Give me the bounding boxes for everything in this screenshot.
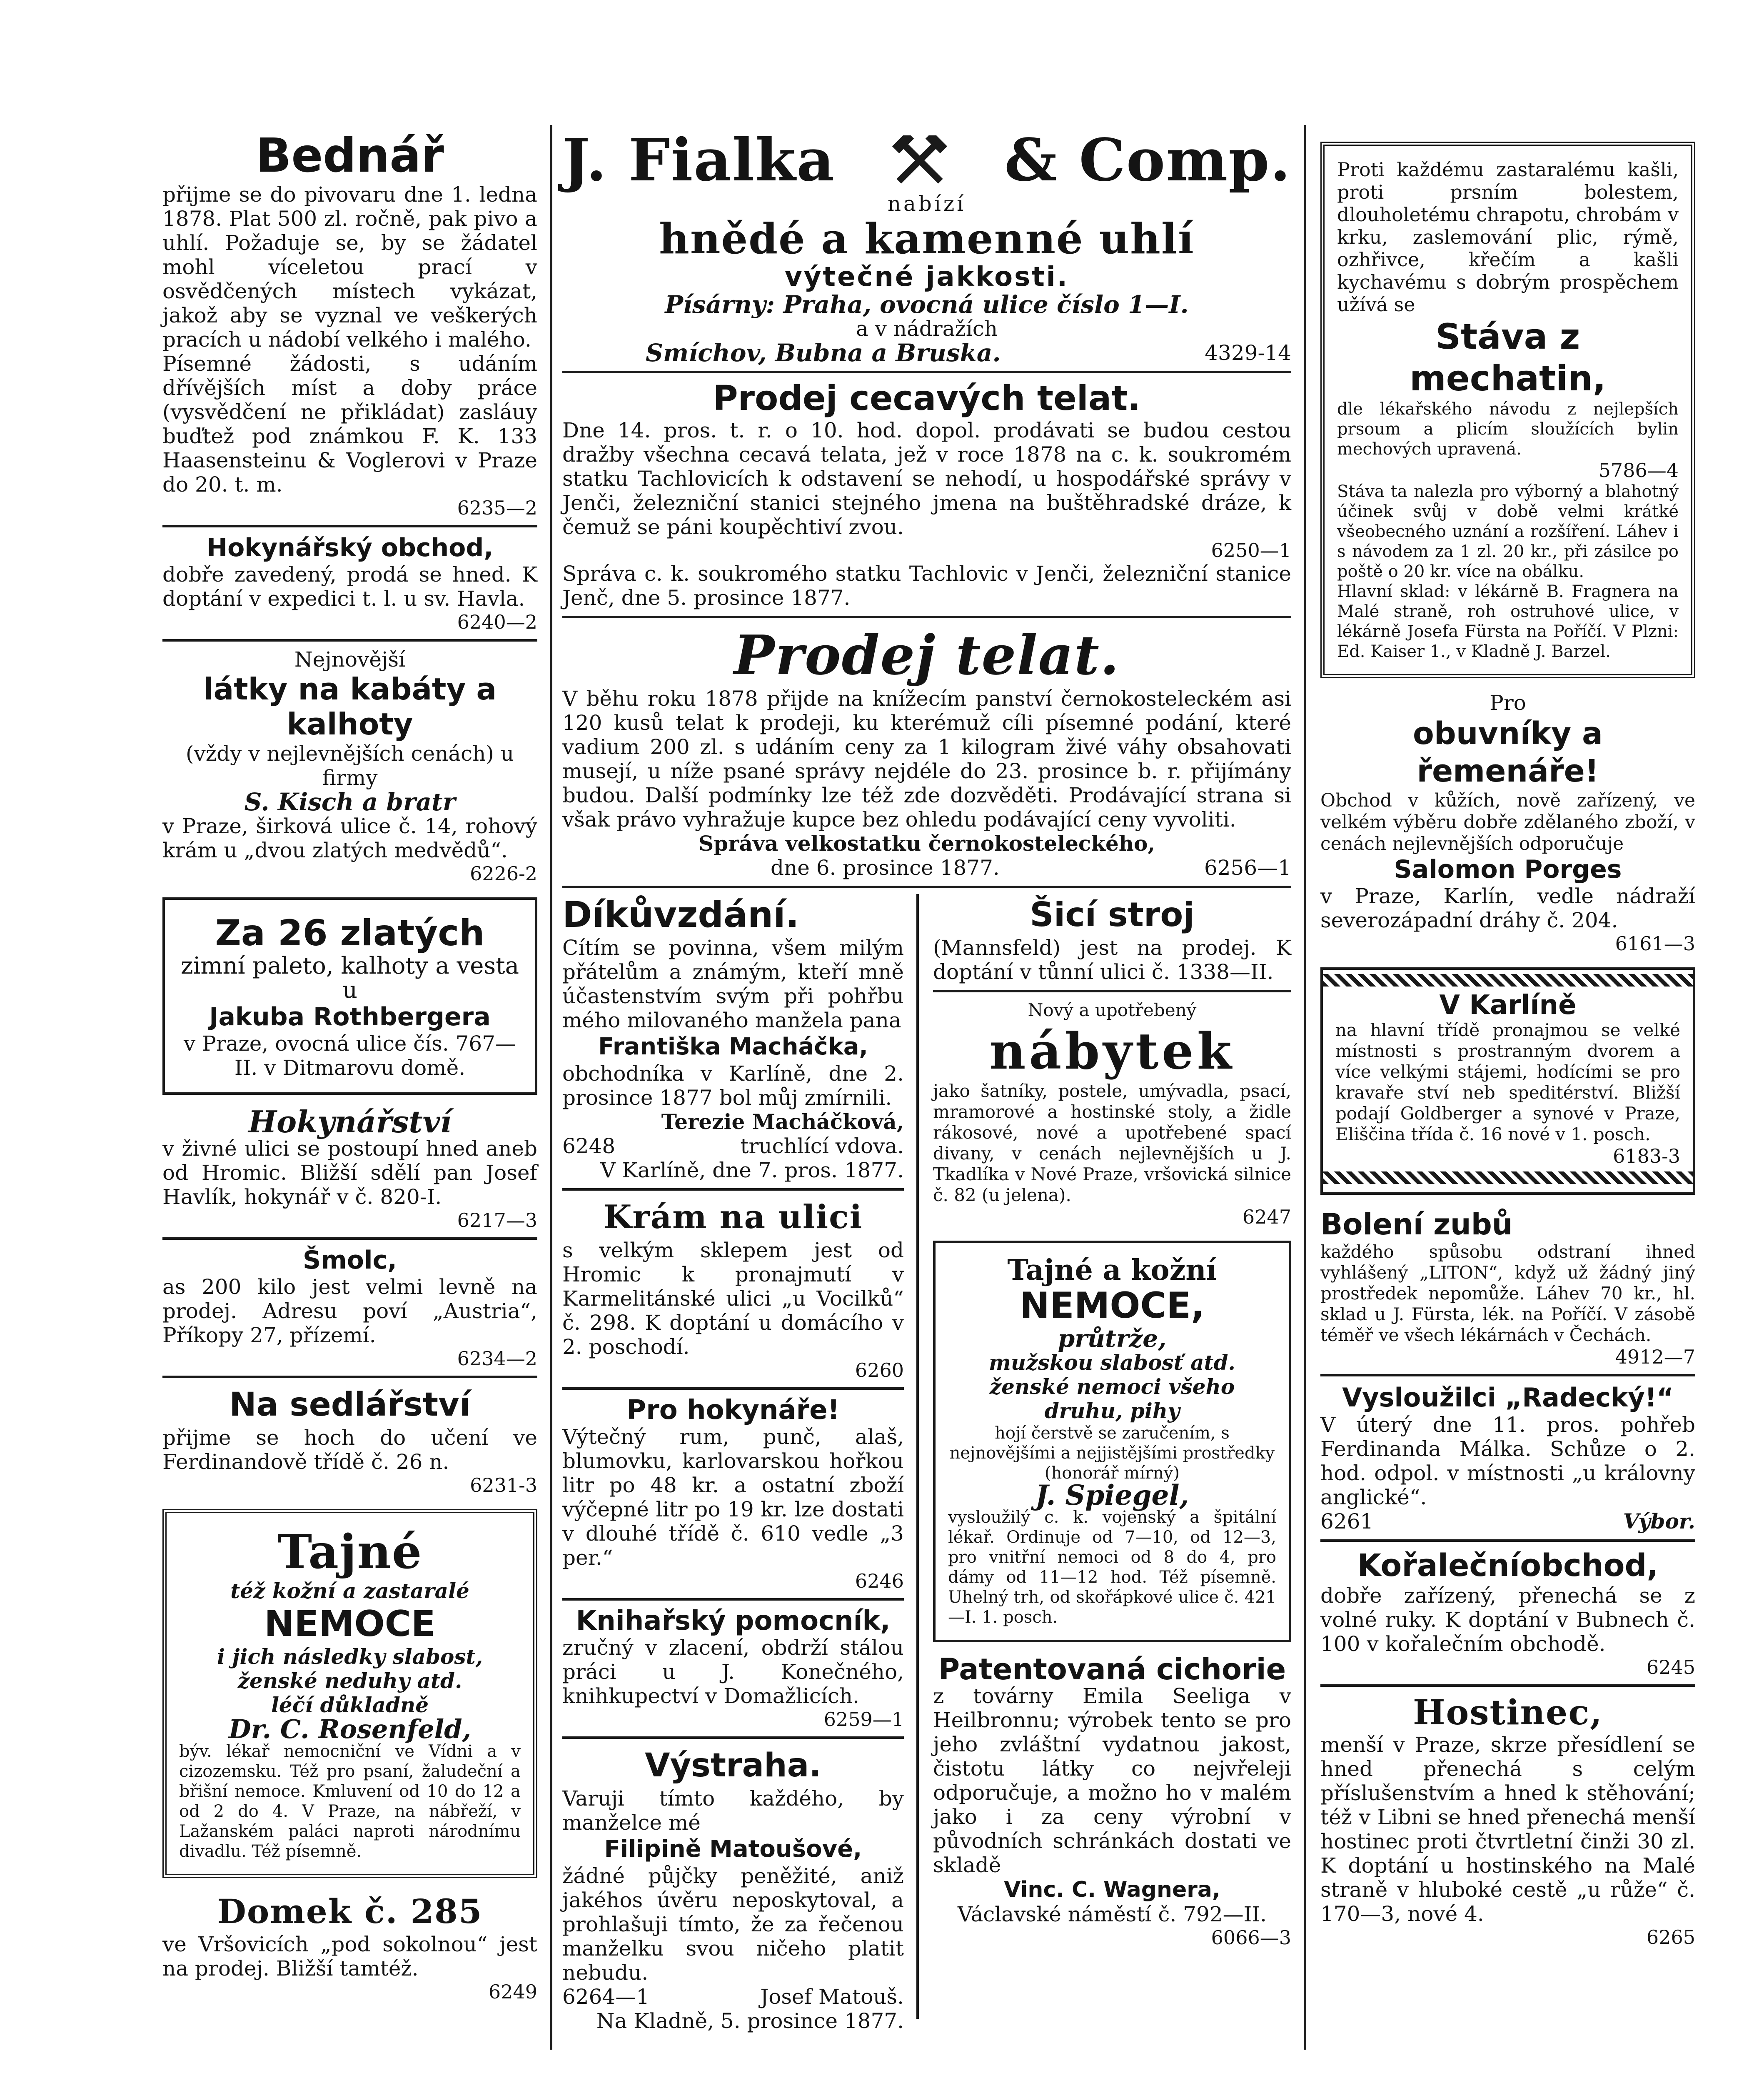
newspaper-page	[158, 112, 1699, 2083]
ad-title: Tajné a kožní	[1007, 1254, 1217, 1287]
ad-title: Hokynářství	[248, 1104, 452, 1139]
ad-line: hojí čerstvě se zaručením, s nejnovějšími a nejjistějšími prostředky (honorář mírný)	[949, 1424, 1275, 1483]
ad-sign: Terezie Macháčková,	[661, 1109, 904, 1134]
ad-text: Stáva ta nalezla pro výborný a blahotný účinek svůj v době velmi krátké všeobecného uznání a rozšíření. Láhev i s návodem za 1 zl. 20 kr., při zásilce po poště o 20 kr. více na obálku.	[1337, 482, 1679, 581]
divider	[562, 371, 1291, 373]
ad-title: Stáva z mechatin,	[1410, 316, 1606, 399]
ad-line: ženské nemoci všeho druhu, pihy	[989, 1374, 1235, 1423]
ad-stava	[1320, 142, 1695, 678]
ad-text: Obchod v kůžích, nově zařízený, ve velkém výběru dobře zdělaného zboží, v cenách nejlevnějších odporučuje	[1320, 790, 1695, 854]
ad-text: zručný v zlacení, obdrží stálou práci u J. Konečného, knihkupectví v Domažlicích.	[562, 1636, 904, 1708]
ad-obuvniky	[1320, 691, 1695, 955]
ad-vyslouzilci	[1320, 1382, 1695, 1534]
ad-name: Vinc. C. Wagnera,	[1004, 1877, 1220, 1902]
ad-name: J. Spiegel,	[1035, 1479, 1189, 1511]
ad-text: v Praze, širková ulice č. 14, rohový krám u „dvou zlatých medvědů“.	[162, 814, 537, 862]
column-2	[562, 126, 1291, 2033]
ad-jakost: výtečné jakkosti.	[784, 262, 1069, 292]
divider	[1320, 1684, 1695, 1687]
sub-column-right	[933, 894, 1291, 1949]
ad-tajne-spiegel	[933, 1241, 1291, 1642]
ad-name: Dr. C. Rosenfeld,	[228, 1714, 472, 1744]
ad-number: 6245	[1646, 1656, 1695, 1678]
ad-footer	[562, 1134, 904, 1158]
ad-title: Bednář	[255, 129, 444, 183]
ad-number: 6246	[855, 1570, 904, 1592]
ad-cichorie	[933, 1652, 1291, 1949]
decorative-border	[1323, 974, 1693, 987]
ad-text: přijme se hoch do učení ve Ferdinandově třídě č. 26 n.	[162, 1426, 537, 1474]
ad-number: 6226-2	[470, 862, 537, 885]
ad-address: Václavské náměstí č. 792—II.	[957, 1902, 1267, 1926]
ad-pre: Nový a upotřebený	[1028, 1000, 1197, 1020]
divider	[933, 990, 1291, 992]
ad-title: Prodej telat.	[734, 623, 1120, 687]
ad-number: 6249	[488, 1981, 537, 2003]
ad-sign: Josef Matouš.	[760, 1985, 904, 2009]
ad-title: Knihařský pomocník,	[576, 1606, 891, 1636]
ad-text: s velkým sklepem jest od Hromic k pronajmutí v Karmelitánské ulici „u Vocilků“ č. 298. K doptání u domácího v 2. poschodí.	[562, 1238, 904, 1359]
ad-bednar	[162, 129, 537, 519]
ad-title: obuvníky a řemenáře!	[1413, 716, 1603, 789]
ad-number: 6256—1	[1204, 856, 1291, 880]
ad-number: 4912—7	[1615, 1346, 1695, 1368]
ad-text: žádné půjčky peněžité, aniž jakéhos úvěru neposkytoval, a prohlašuji tímto, že za řečenou manželku svou ničeho platit nebudu.	[562, 1864, 904, 1985]
ad-title: Hostinec,	[1413, 1693, 1603, 1733]
divider	[562, 1598, 904, 1601]
ad-title: Patentovaná cichorie	[938, 1652, 1286, 1686]
ad-name: Filipině Matoušové,	[604, 1836, 862, 1863]
ad-title: Hokynářský obchod,	[206, 533, 494, 562]
ad-name: Salomon Porges	[1394, 855, 1622, 884]
sub-column-left	[562, 894, 904, 2033]
ad-telat	[562, 624, 1291, 880]
divider	[162, 639, 537, 642]
ad-title: Šicí stroj	[1030, 895, 1195, 934]
ad-footer	[1320, 1509, 1695, 1534]
ad-title2: NEMOCE	[264, 1603, 436, 1645]
ad-sign: Správa velkostatku černokosteleckého,	[699, 831, 1155, 856]
divider	[162, 1376, 537, 1378]
ad-pre: Nejnovější	[294, 647, 406, 672]
ad-text: přijme se do pivovaru dne 1. ledna 1878. Plat 500 zl. ročně, pak pivo a uhlí. Požaduje se, by se žádatel mohl víceletou prací v osvědčených místech vykázat, jakož aby se vyznal ve veškerých pracích u nádobí velkého i malého.	[162, 182, 537, 352]
ad-date: dne 6. prosince 1877.	[771, 856, 1000, 880]
ad-text: jako šatníky, postele, umývadla, psací, mramorové a hostinské stoly, a židle rákosové, nové a upotřebené spací divany, v cenách nejlevnějších u J. Tkadlíka v Nové Praze, vršovická silnice č. 82 (u jelena).	[933, 1081, 1291, 1205]
ad-mista: Smíchov, Bubna a Bruska.	[646, 339, 1001, 367]
ad-title: V Karlíně	[1439, 990, 1577, 1021]
ad-text: menší v Praze, skrze přesídlení se hned přenechá s celým příslušenstvím a hned k stěhování; též v Libni se hned přenechá menší hostinec proti čtvrtletní činži 30 zl. K doptání u hostinského na Malé straně v hluboké cestě „u růže“ č. 170—3, nové 4.	[1320, 1733, 1695, 1926]
sub-columns	[562, 894, 1291, 2033]
ad-name: Jakuba Rothbergera	[209, 1002, 491, 1032]
ad-title: Výstraha.	[645, 1747, 821, 1784]
ad-name: Františka Macháčka,	[598, 1033, 868, 1060]
ad-hostinec	[1320, 1693, 1695, 1948]
ad-pre: Pro	[1490, 691, 1526, 715]
ad-title: Krám na ulici	[603, 1198, 863, 1236]
ad-title: Vysloužilci „Radecký!“	[1342, 1382, 1674, 1413]
ad-line: léčí důkladně	[271, 1693, 429, 1717]
ad-koraleci	[1320, 1548, 1695, 1678]
ad-text: na hlavní třídě pronajmou se velké místnosti s prostranným dvorem a více velkými stájemi, hodícími se pro kravaře ství neb speditérství. Bližší podají Goldberger a synové v Praze, Eliščina třída č. 16 nové v 1. posch.	[1335, 1020, 1680, 1144]
ad-footer	[562, 856, 1291, 880]
ad-text: (vždy v nejlevnějších cenách) u firmy	[186, 742, 514, 790]
ad-text: vysloužilý c. k. vojenský a špitální lékař. Ordinuje od 7—10, od 12—3, pro vnitřní nemoci od 8 do 4, pro dámy od 11—12 hod. Též písemně. Uhelný trh, od skořápkové ulice č. 421—I. 1. posch.	[948, 1508, 1276, 1627]
hammer-pick-icon	[891, 135, 949, 185]
ad-pisarny: Písárny: Praha, ovocná ulice číslo 1—I.	[665, 290, 1189, 319]
ad-karline	[1320, 967, 1695, 1195]
ad-number: 6248	[562, 1134, 616, 1158]
ad-text: v živné ulici se postoupí hned aneb od Hromic. Bližší sdělí pan Josef Havlík, hokynář v č. 820-I.	[162, 1136, 537, 1209]
ad-fialka	[562, 126, 1291, 367]
ad-text: býv. lékař nemocniční ve Vídni a v cizozemsku. Též pro psaní, žaludeční a břišní nemoce. Kmluvení od 10 do 12 a od 2 do 4. V Praze, na nábřeží, v Lažanském paláci naproti národnímu divadlu. Též písemně.	[179, 1742, 521, 1861]
divider	[562, 1387, 904, 1390]
ad-sign: Správa c. k. soukromého statku Tachlovic v Jenči, železniční stanice Jenč, dne 5. prosince 1877.	[562, 562, 1291, 610]
ad-text: z továrny Emila Seeliga v Heilbronnu; výrobek tento se pro jeho zvláštní vydatnou jakost, čistotu látky co nejvřeleji odporučuje, a možno ho v malém jako i za ceny výrobní v původních schránkách dostati ve skladě	[933, 1684, 1291, 1877]
ad-text: Písemné žádosti, s udáním dřívějších míst a doby práce (vysvědčení ne přikládat) zasláuy buďtež pod známkou F. K. 133 Haasensteinu & Voglerovi v Praze do 20. t. m.	[162, 352, 537, 497]
ad-title2: NEMOCE,	[1020, 1285, 1205, 1326]
ad-number: 6240—2	[457, 611, 537, 633]
ad-number: 6183-3	[1613, 1145, 1680, 1167]
ad-number: 6260	[855, 1359, 904, 1381]
divider	[1320, 1539, 1695, 1542]
ad-text: dle lékařského návodu z nejlepších prsoum a plicím sloužících bylin mechových upravená.	[1337, 400, 1679, 459]
ad-text: (Mannsfeld) jest na prodej. K doptání v tůnní ulici č. 1338—II.	[933, 936, 1291, 984]
ad-number: 6247	[1242, 1206, 1291, 1228]
ad-line: i jich následky slabost,	[217, 1644, 483, 1669]
ad-text: Výtečný rum, punč, alaš, blumovku, karlovarskou hořkou litr po 48 kr. a ostatní zboží výčepné litr po 19 kr. lze dostati v dlouhé třídě č. 610 vedle „3 per.“	[562, 1425, 904, 1570]
ad-boleni	[1320, 1207, 1695, 1368]
ad-date: Na Kladně, 5. prosince 1877.	[596, 2009, 904, 2033]
ad-title: nábytek	[989, 1022, 1235, 1081]
ad-text: ve Vršovicích „pod sokolnou“ jest na prodej. Bližší tamtéž.	[162, 1932, 537, 1981]
ad-title: Prodej cecavých telat.	[713, 379, 1141, 418]
ad-number: 4329-14	[1205, 341, 1291, 365]
ad-name: S. Kisch a bratr	[244, 788, 456, 816]
ad-sici	[933, 894, 1291, 984]
ad-number: 5786—4	[1598, 459, 1679, 482]
ad-sign: truchlící vdova.	[740, 1134, 904, 1158]
column-1	[162, 129, 537, 2003]
divider	[562, 1736, 904, 1739]
ad-title: & Comp.	[1004, 126, 1291, 195]
ad-date: V Karlíně, dne 7. pros. 1877.	[600, 1158, 904, 1182]
ad-nabizi: nabízí	[887, 192, 966, 216]
ad-text: zimní paleto, kalhoty a vesta u	[181, 952, 519, 1004]
ad-number: 6264—1	[562, 1985, 650, 2009]
ad-title: Bolení zubů	[1320, 1207, 1513, 1241]
column-rule	[550, 125, 552, 2050]
ad-sub: též kožní a zastaralé	[230, 1578, 469, 1603]
ad-text: Cítím se povinna, všem milým přátelům a známým, kteří mně účastenstvím svým při pohřbu mého milovaného manžela pana	[562, 936, 904, 1032]
ad-domek	[162, 1891, 537, 2003]
ad-footer	[562, 341, 1291, 365]
ad-title: Pro hokynáře!	[626, 1395, 840, 1426]
ad-hokynarstvi	[162, 1104, 537, 1231]
column-3	[1320, 129, 1695, 1948]
ad-title: Domek č. 285	[217, 1892, 483, 1931]
ad-kram	[562, 1196, 904, 1381]
divider	[162, 1237, 537, 1240]
ad-text: každého spůsobu odstraní ihned vyhlášený „LITON“, když už žádný jiný prostředek nepomůže. Láhev 70 kr., hl. sklad u J. Fürsta, lék. na Poříčí. V zásobě téměř ve všech lékárnách v Čechách.	[1320, 1241, 1695, 1345]
decorative-border	[1323, 1171, 1693, 1184]
ad-uhli: hnědé a kamenné uhlí	[659, 214, 1195, 263]
ad-nabytek	[933, 998, 1291, 1228]
column-rule	[1304, 125, 1306, 2050]
divider	[562, 886, 1291, 888]
ad-number: 6066—3	[1211, 1926, 1291, 1949]
ad-sedlarstvi	[162, 1384, 537, 1496]
ad-cecave	[562, 379, 1291, 610]
ad-text: V běhu roku 1878 přijde na knížecím panství černokosteleckém asi 120 kusů telat k prodeji, ku kterémuž cíli písemné podání, které vadium 200 zl. s udáním ceny za 1 kilogram živé váhy obsahovati musejí, u níže psané správy nejdéle do 23. prosince b. r. přijímány budou. Další podmínky lze též zde dozvěděti. Prodávající strana si však právo vyhražuje kupce bez ohledu podávající ceny vyvoliti.	[562, 687, 1291, 832]
divider	[1320, 1374, 1695, 1376]
ad-text: dobře zavedený, prodá se hned. K doptání v expedici t. l. u sv. Havla.	[162, 562, 537, 611]
ad-line: průtrže,	[1058, 1324, 1167, 1353]
ad-nadrazi: a v nádražích	[856, 317, 998, 341]
ad-number: 6231-3	[470, 1474, 537, 1496]
ad-knihar	[562, 1606, 904, 1731]
ad-title: Za 26 zlatých	[215, 912, 485, 954]
ad-dikuvzdani	[562, 894, 904, 1182]
divider	[562, 1188, 904, 1191]
ad-title: látky na kabáty a kalhoty	[203, 672, 497, 742]
ad-number: 6265	[1646, 1926, 1695, 1948]
ad-footer	[562, 1985, 904, 2009]
ad-text: as 200 kilo jest velmi levně na prodej. Adresu poví „Austria“, Příkopy 27, přízemí.	[162, 1275, 537, 1347]
ad-tajne-rosenfeld	[162, 1509, 537, 1878]
ad-za26	[162, 897, 537, 1095]
divider	[562, 616, 1291, 618]
ad-text: Varuji tímto každého, by manželce mé	[562, 1786, 904, 1835]
ad-number: 6259—1	[823, 1708, 904, 1731]
ad-header	[562, 126, 1291, 195]
ad-text: Dne 14. pros. t. r. o 10. hod. dopol. prodávati se budou cestou dražby všechna cecavá telata, jež v roce 1878 na c. k. soukromém statku Tachlovicích k odstavení se nehodí, u hospodářské správy v Jenči, železniční stanici stejného jmena na buštěhradské dráze, k čemuž se páni koupěchtiví zvou.	[562, 418, 1291, 539]
ad-hokynare	[562, 1396, 904, 1592]
divider	[162, 525, 537, 527]
ad-number: 6235—2	[457, 497, 537, 519]
ad-title: Díkůvzdání.	[562, 894, 799, 936]
ad-vystraha	[562, 1745, 904, 2033]
ad-text: obchodníka v Karlíně, dne 2. prosince 1877 bol můj zmírnili.	[562, 1061, 904, 1110]
ad-title: Tajné	[277, 1525, 423, 1579]
ad-hokynarsky	[162, 533, 537, 633]
ad-title: Na sedlářství	[229, 1386, 471, 1424]
ad-smolc	[162, 1246, 537, 1370]
ad-line: mužskou slabosť atd.	[989, 1350, 1235, 1375]
ad-text: dobře zařízený, přenechá se z volné ruky. K doptání v Bubnech č. 100 v kořalečním obchodě.	[1320, 1583, 1695, 1656]
ad-title: Kořalečníobchod,	[1357, 1548, 1659, 1583]
ad-text: v Praze, Karlín, vedle nádraží severozápadní dráhy č. 204.	[1320, 884, 1695, 932]
ad-text: Hlavní sklad: v lékárně B. Fragnera na Malé straně, roh ostruhové ulice, v lékárně Josefa Fürsta na Poříčí. V Plzni: Ed. Kaiser 1., v Kladně J. Barzel.	[1337, 582, 1679, 661]
ad-latky	[162, 647, 537, 885]
ad-title: J. Fialka	[562, 126, 836, 195]
ad-text: V úterý dne 11. pros. pohřeb Ferdinanda Málka. Schůze o 2. hod. odpol. v místnosti „u královny anglické“.	[1320, 1413, 1695, 1509]
ad-number: 6250—1	[1211, 539, 1291, 562]
ad-title: Šmolc,	[303, 1246, 397, 1275]
ad-number: 6161—3	[1615, 932, 1695, 955]
ad-line: ženské neduhy atd.	[237, 1668, 462, 1693]
column-rule	[916, 894, 919, 2019]
ad-sign: Výbor.	[1623, 1509, 1695, 1534]
ad-text: v Praze, ovocná ulice čís. 767—II. v Ditmarovu domě.	[183, 1032, 516, 1080]
ad-number: 6261	[1320, 1509, 1374, 1534]
ad-text: Proti každému zastaralému kašli, proti prsním bolestem, dlouholetému chrapotu, chrobám v krku, zaslemování plic, rýmě, ozhřivce, křečím a kašli kychavému s dobrým prospěchem užívá se	[1337, 158, 1679, 316]
ad-number: 6217—3	[457, 1209, 537, 1231]
ad-number: 6234—2	[457, 1347, 537, 1370]
